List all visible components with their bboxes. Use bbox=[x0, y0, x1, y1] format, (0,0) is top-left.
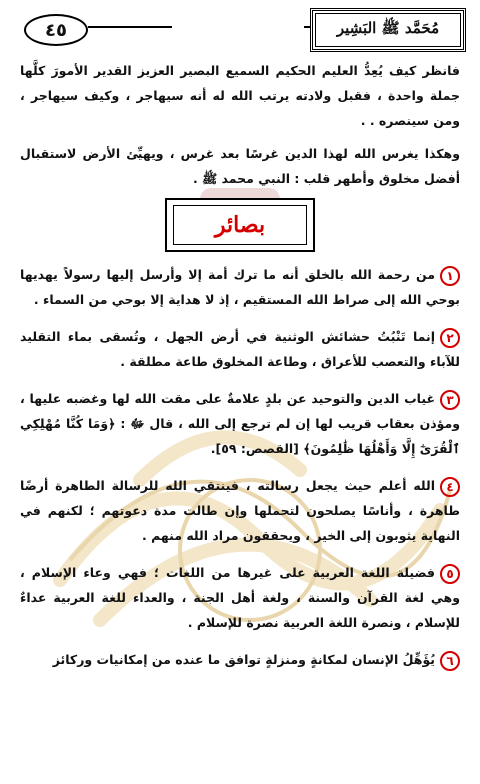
intro-text bbox=[20, 58, 460, 199]
item-number: ٢ bbox=[440, 328, 460, 348]
list-item bbox=[20, 647, 460, 672]
item-text: إنما تَنْبُتُ حشائش الوثنية في أرض الجهل ، وتُسقى بماء التقليد للآباء والتعصب للأعراق ، وطاعة المخلوق طاعة مطلقة . bbox=[20, 329, 460, 369]
paragraph: وهكذا يغرس الله لهذا الدين غرسًا بعد غرس ، ويهيِّئ الأرض لاستقبال أفضل مخلوق وأطهر قلب : النبي محمد ﷺ . bbox=[20, 146, 460, 186]
section-badge bbox=[165, 198, 315, 252]
header-rule bbox=[88, 26, 172, 28]
list-item bbox=[20, 324, 460, 374]
insights-list bbox=[20, 262, 460, 684]
item-number: ١ bbox=[440, 266, 460, 286]
list-item bbox=[20, 560, 460, 635]
item-number: ٥ bbox=[440, 564, 460, 584]
list-item bbox=[20, 473, 460, 548]
paragraph: فانظر كيف يُعِدُّ العليم الحكيم السميع البصير العزيز القدير الأمورَ كلَّها جملة واحدة ، فقبل ولادته يرتب الله له أنه سيهاجر ، وكيف سيهاجر ، ومن سينصره . . bbox=[20, 63, 460, 128]
section-title: بصائر bbox=[173, 205, 307, 245]
page-header bbox=[14, 8, 466, 50]
item-text: يُؤَهِّلُ الإنسان لمكانةٍ ومنزلةٍ توافق ما عنده من إمكانيات وركائز bbox=[52, 652, 435, 667]
item-text: غياب الدين والتوحيد عن بلدٍ علامةٌ على مقت الله لها وغضبه عليها ، ومؤذن بعقاب قريب لها إن لم ترجع إلى الله ، قال ﷻ : ﴿وَمَا كُنَّا مُهْلِكِي ٱلْقُرَىٰٓ إِلَّا وَأَهْلُهَا ظَٰلِمُونَ﴾ [القصص: ٥٩]. bbox=[20, 391, 460, 456]
item-number: ٣ bbox=[440, 390, 460, 410]
list-item bbox=[20, 262, 460, 312]
item-number: ٦ bbox=[440, 651, 460, 671]
list-item bbox=[20, 386, 460, 461]
item-number: ٤ bbox=[440, 477, 460, 497]
item-text: الله أعلم حيث يجعل رسالته ، فينتقي الله للرسالة الطاهرة أرضًا طاهرة ، وأناسًا يصلحون لتحملها وإن طالت مدة دعوتهم ؛ لكنهم في النهاية يثوبون إلى الخير ، ويحققون مراد الله منهم . bbox=[20, 478, 460, 543]
page-number: ٤٥ bbox=[24, 14, 88, 46]
book-title: مُحَمَّد ﷺ البَشِير bbox=[310, 8, 466, 52]
item-text: فضيلة اللغة العربية على غيرها من اللغات ؛ فهي وعاء الإسلام ، وهي لغة القرآن والسنة ، ولغة أهل الجنة ، والعداء للغة العربية عداءٌ للإسلام ، ونصرة اللغة العربية نصرة للإسلام . bbox=[20, 565, 460, 630]
item-text: من رحمة الله بالخلق أنه ما ترك أمة إلا وأرسل إليها رسولاً يهديها بوحي الله إلى صراط الله المستقيم ، إذ لا هداية إلا بوحي من السماء . bbox=[20, 267, 460, 307]
